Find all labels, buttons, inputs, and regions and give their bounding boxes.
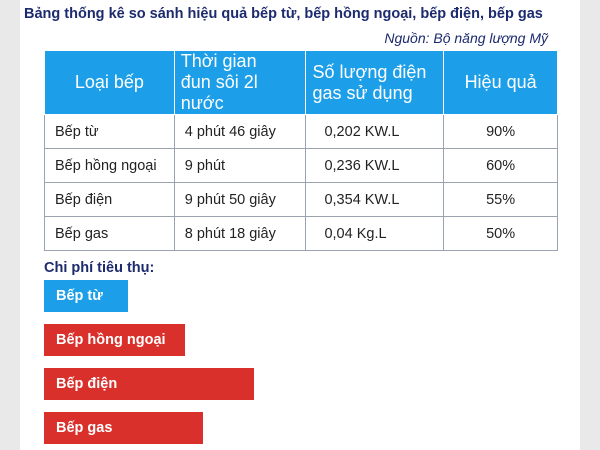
cell-time: 9 phút 50 giây [174,183,306,217]
cell-type: Bếp gas [45,217,175,251]
cell-efficiency: 55% [444,183,558,217]
table-row [45,217,558,251]
cell-energy: 0,236 KW.L [306,149,444,183]
comparison-table [44,50,558,251]
cost-bar-electric: Bếp điện [44,368,254,400]
cell-efficiency: 50% [444,217,558,251]
cost-bar-gas: Bếp gas [44,412,203,444]
header-energy-used: Số lượng điện gas sử dụng [306,51,444,115]
left-margin [0,0,20,450]
cell-time: 4 phút 46 giây [174,115,306,149]
cell-energy: 0,202 KW.L [306,115,444,149]
page-title: Bảng thống kê so sánh hiệu quả bếp từ, bếp hồng ngoại, bếp điện, bếp gas [24,6,543,22]
cell-type: Bếp điện [45,183,175,217]
cell-time: 8 phút 18 giây [174,217,306,251]
table-header-row [45,51,558,115]
cell-energy: 0,04 Kg.L [306,217,444,251]
table-row [45,149,558,183]
cost-bar-infrared: Bếp hồng ngoại [44,324,185,356]
header-cooker-type: Loại bếp [45,51,175,115]
header-boil-time: Thời gian đun sôi 2l nước [174,51,306,115]
header-efficiency: Hiệu quả [444,51,558,115]
right-margin [580,0,600,450]
cell-time: 9 phút [174,149,306,183]
table-row [45,115,558,149]
table-row [45,183,558,217]
cell-type: Bếp hồng ngoại [45,149,175,183]
source-note: Nguồn: Bộ năng lượng Mỹ [384,30,548,46]
cell-efficiency: 90% [444,115,558,149]
cost-bar-induction: Bếp từ [44,280,128,312]
cell-type: Bếp từ [45,115,175,149]
cost-section-title: Chi phí tiêu thụ: [44,260,155,276]
cell-efficiency: 60% [444,149,558,183]
cell-energy: 0,354 KW.L [306,183,444,217]
